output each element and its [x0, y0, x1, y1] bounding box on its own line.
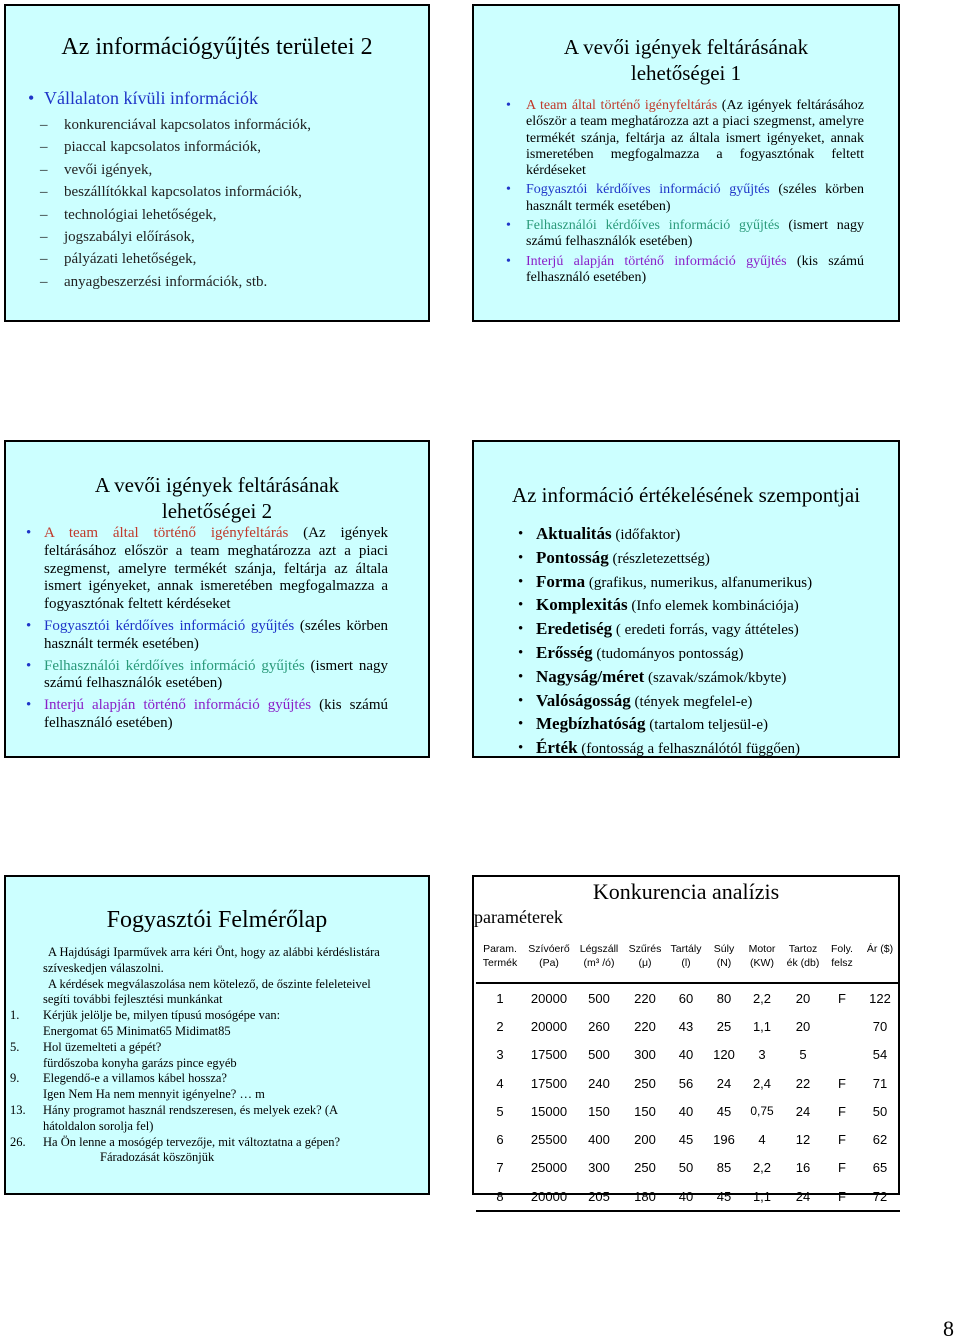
bullet-text: (kis számú felhasználó esetében) [526, 253, 864, 285]
dash-icon: – [40, 139, 48, 156]
table-cell: 85 [716, 1160, 732, 1176]
dash-icon: – [40, 273, 48, 290]
table-cell: 1,1 [752, 1018, 772, 1034]
survey-answer-options: Energomat 65 Minimat65 Midimat85 [43, 1023, 231, 1038]
dash-icon: – [40, 251, 48, 268]
page-number: 8 [943, 1316, 954, 1341]
table-cell: 3 [758, 1047, 766, 1063]
bullet-text: (Az igények feltárásához először a team meghatározza azt a piaci szegmenst, amelyre termékét szánja, feltárja az általa ismert igényeket, annak ismeretében megfogalmazza a fogyasztónak feltett kérdéseket [526, 98, 864, 179]
table-cell: F [838, 990, 846, 1006]
table-cell: 40 [678, 1047, 694, 1063]
criteria-term: Aktualitás [536, 524, 612, 543]
header-unit: (μ) [638, 957, 652, 969]
header-label: Foly. [831, 943, 853, 955]
sub-bullet-text: jogszabályi előírások, [64, 229, 195, 246]
slide-title: Az információgyűjtés területei 2 [61, 34, 373, 60]
bullet-text: (széles körben használt termék esetében) [526, 182, 865, 214]
header-unit: (N) [716, 957, 732, 969]
question-number: 1. [10, 1008, 20, 1023]
criteria-term: Erősség [536, 642, 593, 662]
sub-bullet-text: technológiai lehetőségek, [64, 206, 217, 223]
table-row [476, 1097, 900, 1125]
table-cell: 5 [496, 1103, 504, 1119]
header-unit: ék (db) [786, 957, 820, 969]
criteria-desc: (Info elemek kombinációja) [627, 598, 799, 615]
table-cell: 250 [634, 1075, 656, 1091]
sub-bullet-item [28, 114, 418, 136]
table-cell: 20 [795, 1018, 811, 1034]
table-cell: 20 [795, 990, 811, 1006]
sub-bullet-list [28, 114, 418, 293]
survey-question [10, 1039, 424, 1056]
bullet-text: (Az igények feltárásához először a team meghatározza azt a piaci szegmenst, amelyre termékét szánja, feltárja az általa ismert igényeket, annak ismeretében megfogalmazza a fogyasztónak feltett kérdéseket [44, 525, 388, 613]
sub-bullet-item [28, 271, 418, 293]
table-cell: 150 [634, 1103, 656, 1119]
criteria-term: Érték [536, 738, 578, 758]
table-row [476, 1012, 900, 1040]
bullet-item [26, 658, 388, 694]
bullet-dot-icon: • [518, 692, 524, 709]
table-row [476, 983, 900, 1012]
table-cell: 240 [588, 1075, 610, 1091]
question-text: Kérjük jelölje be, milyen típusú mosógépe van: [43, 1008, 281, 1023]
table-cell: 0,75 [750, 1104, 774, 1119]
main-bullet-text: Vállalaton kívüli információk [44, 88, 258, 108]
bullet-lead: A team által történő igényfeltárás [526, 98, 718, 113]
bullet-list [26, 525, 388, 737]
survey-question [10, 1008, 424, 1024]
bullet-lead: Interjú alapján történő információ gyűjtés [526, 253, 787, 269]
main-bullet [28, 86, 418, 110]
bullet-text: (széles körben használt termék esetében) [44, 617, 388, 652]
question-number: 26. [10, 1134, 26, 1149]
bullet-list [506, 98, 864, 289]
bullet-lead: Felhasználói kérdőíves információ gyűjtés [44, 657, 305, 674]
table-cell: 71 [872, 1075, 888, 1091]
table-cell: 54 [872, 1047, 888, 1063]
criteria-term: Nagyság/méret [536, 666, 645, 686]
bullet-dot-icon: • [518, 597, 524, 614]
header-label: Szűrés [628, 943, 662, 955]
table-cell: 122 [869, 990, 891, 1006]
slide-consumer-survey [4, 875, 430, 1195]
table-header-row [476, 940, 900, 983]
table-cell: 2,4 [752, 1075, 772, 1091]
bullet-dot-icon: • [506, 218, 511, 234]
bullet-lead: Fogyasztói kérdőíves információ gyűjtés [526, 182, 770, 198]
table-cell: 4 [496, 1075, 504, 1091]
slide-title-line: lehetőségei 1 [630, 61, 742, 85]
question-number: 5. [10, 1039, 20, 1054]
table-cell: 24 [782, 1182, 824, 1211]
table-cell: F [838, 1075, 846, 1091]
question-text: Hol üzemelteti a gépét? [43, 1039, 162, 1054]
survey-question-cont: hátoldalon sorolja fel) [43, 1118, 154, 1133]
table-header-cell [624, 940, 666, 983]
header-label: Szívóerő [528, 943, 570, 955]
table-cell: 50 [872, 1103, 888, 1119]
bullet-dot-icon: • [28, 88, 35, 108]
bullet-dot-icon: • [518, 549, 524, 566]
table-header-cell [782, 940, 824, 983]
table-cell: 500 [588, 1047, 610, 1063]
table-cell: 24 [716, 1075, 732, 1091]
survey-question [10, 1071, 424, 1087]
table-cell: 2 [496, 1018, 504, 1034]
dash-icon: – [40, 161, 48, 178]
bullet-text: (ismert nagy számú felhasználók esetében) [44, 657, 388, 692]
table-header-cell [666, 940, 706, 983]
survey-intro: A Hajdúsági Iparművek arra kéri Önt, hogy az alábbi kérdéslistára [48, 945, 380, 959]
table-cell: 20000 [530, 990, 568, 1006]
slide-title: Fogyasztói Felmérőlap [106, 907, 328, 933]
criteria-item [518, 690, 888, 714]
table-cell: 300 [634, 1047, 656, 1063]
criteria-item [518, 523, 888, 547]
bullet-item [26, 618, 388, 654]
slide-body [28, 86, 418, 293]
dash-icon: – [40, 206, 48, 223]
sub-bullet-text: pályázati lehetőségek, [64, 251, 197, 268]
criteria-term: Megbízhatóság [536, 714, 646, 734]
bullet-dot-icon: • [518, 621, 524, 638]
slide-evaluation-criteria [472, 440, 900, 758]
criteria-item [518, 737, 888, 761]
criteria-desc: (időfaktor) [611, 527, 681, 543]
table-cell: 1,1 [742, 1182, 782, 1211]
table-cell: 45 [678, 1132, 694, 1148]
table-cell: 220 [634, 1018, 656, 1034]
sub-bullet-text: beszállítókkal kapcsolatos információk, [64, 184, 302, 201]
criteria-desc: (tartalom teljesül-e) [645, 717, 768, 734]
header-label: Tartoz [788, 943, 818, 955]
criteria-desc: (tudományos pontosság) [592, 645, 744, 662]
table-cell: F [838, 1103, 846, 1119]
header-unit: (m³ /ó) [583, 957, 615, 969]
table-cell: 25 [716, 1018, 732, 1034]
table-cell: 17500 [530, 1047, 568, 1063]
header-label: Súly [713, 943, 735, 955]
table-cell: 196 [713, 1132, 735, 1148]
table-cell: 25500 [530, 1132, 568, 1148]
table-cell: 120 [713, 1047, 735, 1063]
table-cell: 20000 [524, 1182, 574, 1211]
criteria-item [518, 666, 888, 690]
slide-title-line: A vevői igények feltárásának [563, 35, 809, 59]
criteria-desc: (tények megfelel-e) [630, 693, 753, 710]
bullet-dot-icon: • [518, 740, 524, 757]
bullet-text: (ismert nagy számú felhasználók esetében) [526, 218, 864, 250]
criteria-item [518, 547, 888, 571]
criteria-desc: (grafikus, numerikus, alfanumerikus) [585, 574, 813, 591]
table-header-cell [476, 940, 524, 983]
criteria-desc: (részletezettség) [608, 550, 710, 567]
dash-icon: – [40, 184, 48, 201]
criteria-term: Eredetiség [536, 619, 613, 639]
header-label: Ár ($) [866, 943, 894, 955]
table-row [476, 1154, 900, 1182]
bullet-lead: Fogyasztói kérdőíves információ gyűjtés [44, 617, 295, 634]
survey-intro: szíveskedjen válaszolni. [43, 960, 164, 975]
criteria-desc: (szavak/számok/kbyte) [644, 669, 787, 686]
survey-answer-options: Igen Nem Ha nem mennyit igényelne? … m [43, 1087, 265, 1102]
sub-bullet-item [28, 226, 418, 248]
table-cell: 250 [634, 1160, 656, 1176]
criteria-list [518, 523, 888, 761]
slide-information-gathering-2 [4, 4, 430, 322]
header-unit: felsz [831, 957, 853, 969]
table-header-cell [742, 940, 782, 983]
slide-customer-needs-1 [472, 4, 900, 322]
table-cell: 4 [758, 1132, 766, 1148]
competitor-table [476, 940, 900, 1212]
table-cell: 65 [872, 1160, 888, 1176]
table-cell: 260 [588, 1018, 610, 1034]
table-cell: 45 [716, 1103, 732, 1119]
bullet-item [506, 98, 864, 179]
bullet-item [506, 218, 864, 251]
sub-bullet-item [28, 204, 418, 226]
slide-title [6, 472, 428, 524]
table-cell: 2,2 [752, 1160, 772, 1176]
question-text: Elegendő-e a villamos kábel hossza? [43, 1071, 227, 1086]
criteria-item [518, 713, 888, 737]
table-cell: 70 [872, 1018, 888, 1034]
table-cell: F [824, 1182, 860, 1211]
table-row [476, 1041, 900, 1069]
table-row [476, 1182, 900, 1211]
table-cell: 15000 [530, 1103, 568, 1119]
header-unit: (Pa) [539, 957, 559, 969]
sub-bullet-item [28, 136, 418, 158]
bullet-dot-icon: • [518, 668, 524, 685]
survey-intro: A kérdések megválaszolása nem kötelező, de őszinte feleleteivel [48, 976, 371, 991]
table-cell: 205 [574, 1182, 624, 1211]
bullet-lead: Felhasználói kérdőíves információ gyűjtés [526, 218, 780, 234]
table-cell: 72 [860, 1182, 900, 1211]
criteria-desc: (fontosság a felhasználótól függően) [577, 741, 800, 758]
sub-bullet-text: konkurenciával kapcsolatos információk, [64, 117, 312, 133]
bullet-lead: Interjú alapján történő információ gyűjtés [44, 697, 312, 714]
table-header-cell [824, 940, 860, 983]
table-row [476, 1069, 900, 1097]
table-cell: 20000 [530, 1018, 568, 1034]
survey-closing: Fáradozását köszönjük [100, 1150, 215, 1165]
survey-question [10, 1134, 424, 1151]
bullet-text: (kis számú felhasználó esetében) [44, 697, 388, 731]
table-cell: 50 [678, 1160, 694, 1176]
table-cell: 24 [795, 1103, 811, 1119]
survey-answer-options: fürdőszoba konyha garázs pince egyéb [43, 1055, 237, 1070]
bullet-dot-icon: • [506, 253, 511, 269]
survey-body [10, 945, 424, 1166]
table-cell: 8 [476, 1182, 524, 1211]
dash-icon: – [40, 229, 48, 246]
table-cell: 3 [496, 1047, 504, 1063]
header-unit: (l) [681, 957, 691, 969]
bullet-dot-icon: • [518, 573, 524, 590]
bullet-dot-icon: • [26, 617, 32, 634]
criteria-item [518, 571, 888, 595]
table-cell: 180 [624, 1182, 666, 1211]
sub-bullet-item [28, 181, 418, 203]
header-unit: Termék [482, 957, 518, 969]
bullet-lead: A team által történő igényfeltárás [44, 525, 289, 541]
table-cell: 400 [588, 1132, 610, 1148]
table-cell: 40 [666, 1182, 706, 1211]
slide-competitor-analysis [472, 875, 900, 1204]
bullet-dot-icon: • [506, 98, 511, 113]
table-cell: 5 [799, 1047, 807, 1063]
slide-title-line: A vevői igények feltárásának [94, 473, 340, 497]
table-body [476, 983, 900, 1211]
table-cell: 220 [634, 990, 656, 1006]
slide-title: Konkurencia analízis [592, 879, 780, 904]
sub-bullet-item [28, 248, 418, 270]
question-number: 13. [10, 1102, 26, 1117]
table-header-cell [860, 940, 900, 983]
slide-subtitle: paraméterek [474, 907, 563, 927]
criteria-term: Komplexitás [536, 595, 628, 615]
bullet-item [506, 182, 864, 215]
table-header-cell [706, 940, 742, 983]
sub-bullet-text: vevői igények, [64, 161, 153, 178]
table-header-cell [574, 940, 624, 983]
question-number: 9. [10, 1071, 20, 1086]
criteria-item [518, 642, 888, 666]
header-label: Légszáll [579, 943, 619, 955]
header-unit: (KW) [750, 957, 774, 969]
table-cell: 80 [716, 990, 732, 1006]
slide-title-line: lehetőségei 2 [161, 499, 273, 523]
slide-title [474, 34, 898, 86]
criteria-item [518, 594, 888, 618]
bullet-item [26, 525, 388, 614]
criteria-term: Forma [536, 571, 586, 591]
bullet-dot-icon: • [506, 182, 511, 198]
criteria-term: Pontosság [536, 547, 609, 567]
header-label: Param. [483, 943, 517, 955]
table-cell: F [838, 1160, 846, 1176]
sub-bullet-text: piaccal kapcsolatos információk, [64, 139, 262, 156]
table-cell: 17500 [530, 1075, 568, 1091]
table-cell: F [838, 1132, 846, 1148]
criteria-term: Valóságosság [536, 690, 631, 710]
table-header-cell [524, 940, 574, 983]
table-cell: 6 [496, 1132, 504, 1148]
bullet-dot-icon: • [26, 657, 32, 674]
table-row [476, 1125, 900, 1153]
table-cell: 60 [678, 990, 694, 1006]
sub-bullet-text: anyagbeszerzési információk, stb. [64, 273, 268, 290]
dash-icon: – [40, 117, 48, 133]
table-cell: 12 [795, 1132, 811, 1148]
header-label: Tartály [670, 943, 702, 955]
criteria-item [518, 618, 888, 642]
bullet-dot-icon: • [26, 525, 32, 541]
survey-intro: segíti további fejlesztési munkánkat [43, 992, 223, 1007]
table-cell: 22 [795, 1075, 811, 1091]
header-label: Motor [748, 943, 776, 955]
question-text: Ha Ön lenne a mosógép tervezője, mit változtatna a gépen? [43, 1134, 341, 1149]
table-cell: 16 [795, 1160, 811, 1176]
bullet-item [26, 697, 388, 733]
bullet-dot-icon: • [518, 526, 524, 542]
table-cell: 1 [496, 990, 504, 1006]
table-cell: 300 [588, 1160, 610, 1176]
slide-customer-needs-2 [4, 440, 430, 758]
survey-question [10, 1102, 424, 1119]
table-cell: 45 [706, 1182, 742, 1211]
table-cell: 43 [678, 1018, 694, 1034]
bullet-item [506, 254, 864, 287]
criteria-desc: ( eredeti forrás, vagy áttételes) [612, 622, 799, 639]
table-cell [824, 1041, 860, 1069]
table-cell: 62 [872, 1132, 888, 1148]
question-text: Hány programot használ rendszeresen, és melyek ezek? (A [43, 1102, 339, 1117]
table-cell: 200 [634, 1132, 656, 1148]
table-cell: 7 [496, 1160, 504, 1176]
table-cell: 56 [678, 1075, 694, 1091]
slide-title: Az információ értékelésének szempontjai [511, 483, 861, 507]
table-cell: 2,2 [752, 990, 772, 1006]
table-cell: 40 [678, 1103, 694, 1119]
bullet-dot-icon: • [518, 716, 524, 733]
bullet-dot-icon: • [26, 697, 32, 714]
sub-bullet-item [28, 159, 418, 181]
bullet-dot-icon: • [518, 644, 524, 661]
table-cell: 500 [588, 990, 610, 1006]
table-cell: 25000 [530, 1160, 568, 1176]
table-cell [824, 1012, 860, 1040]
table-cell: 150 [588, 1103, 610, 1119]
